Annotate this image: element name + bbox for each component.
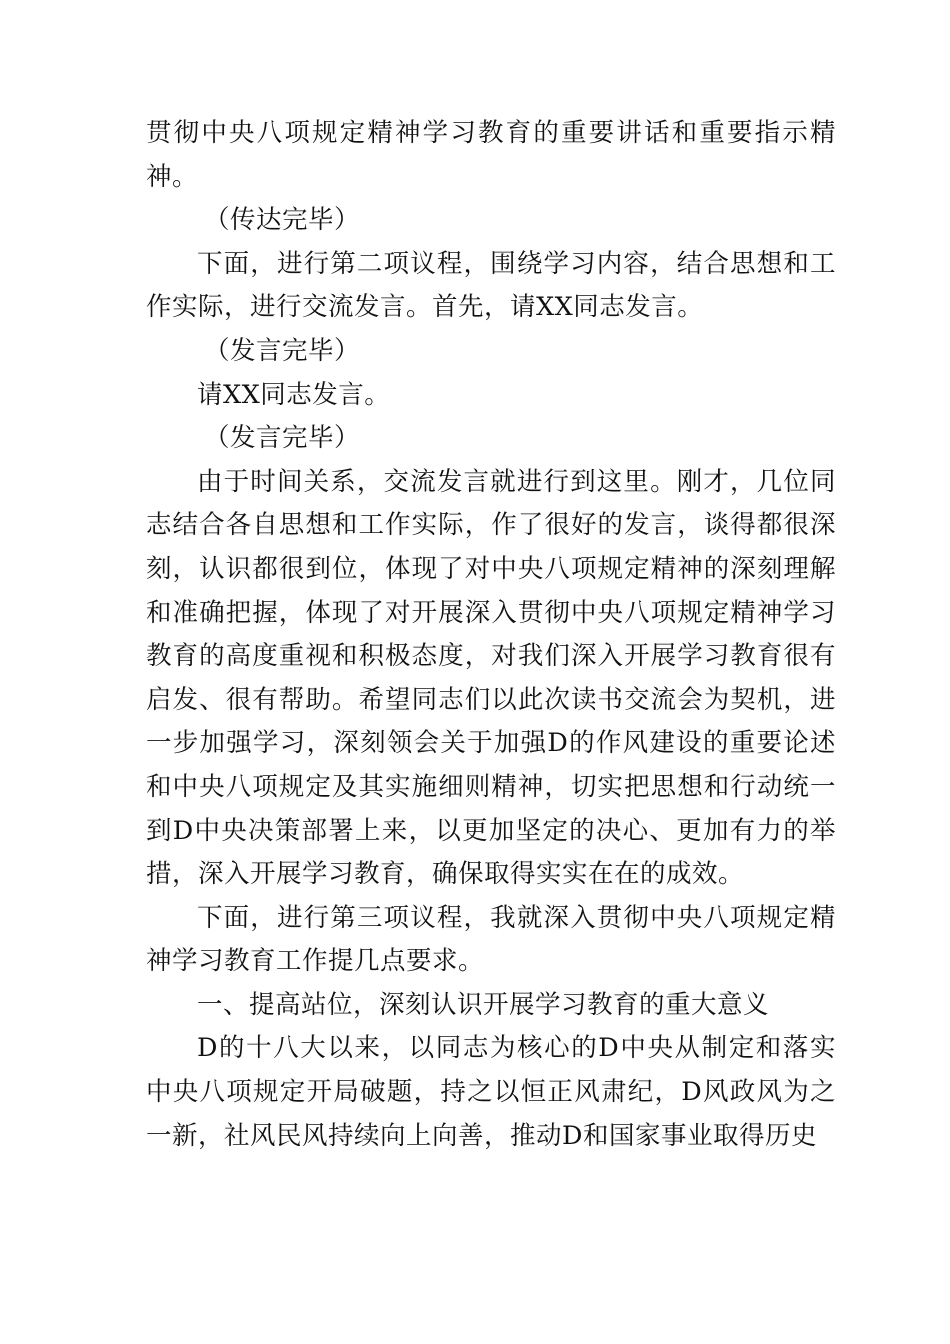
section-heading-1: 一、提高站位，深刻认识开展学习教育的重大意义 [197, 989, 770, 1020]
paragraph-6: （发言完毕） [204, 423, 361, 454]
paragraph-8: 下面，进行第三项议程，我就深入贯彻中央八项规定精神学习教育工作提几点要求。 [146, 902, 836, 977]
paragraph-5: 请XX同志发言。 [197, 379, 391, 410]
paragraph-4: （发言完毕） [204, 335, 361, 366]
paragraph-3: 下面，进行第二项议程，围绕学习内容，结合思想和工作实际，进行交流发言。首先，请XX同志发言。 [146, 248, 836, 323]
paragraph-10: D的十八大以来，以同志为核心的D中央从制定和落实中央八项规定开局破题，持之以恒正风肃纪，D风政风为之一新，社风民风持续向上向善，推动D和国家事业取得历史 [146, 1033, 836, 1151]
paragraph-1: 贯彻中央八项规定精神学习教育的重要讲话和重要指示精神。 [146, 118, 836, 192]
paragraph-7: 由于时间关系，交流发言就进行到这里。刚才，几位同志结合各自思想和工作实际，作了很好的发言，谈得都很深刻，认识都很到位，体现了对中央八项规定精神的深刻理解和准确把握，体现了对开展深入贯彻中央八项规定精神学习教育的高度重视和积极态度，对我们深入开展学习教育很有启发、很有帮助。希望同志们以此次读书交流会为契机，进一步加强学习，深刻领会关于加强D的作风建设的重要论述和中央八项规定及其实施细则精神，切实把思想和行动统一到D中央决策部署上来，以更加坚定的决心、更加有力的举措，深入开展学习教育，确保取得实实在在的成效。 [146, 466, 836, 890]
paragraph-2: （传达完毕） [204, 205, 361, 236]
document-page [146, 112, 836, 1158]
